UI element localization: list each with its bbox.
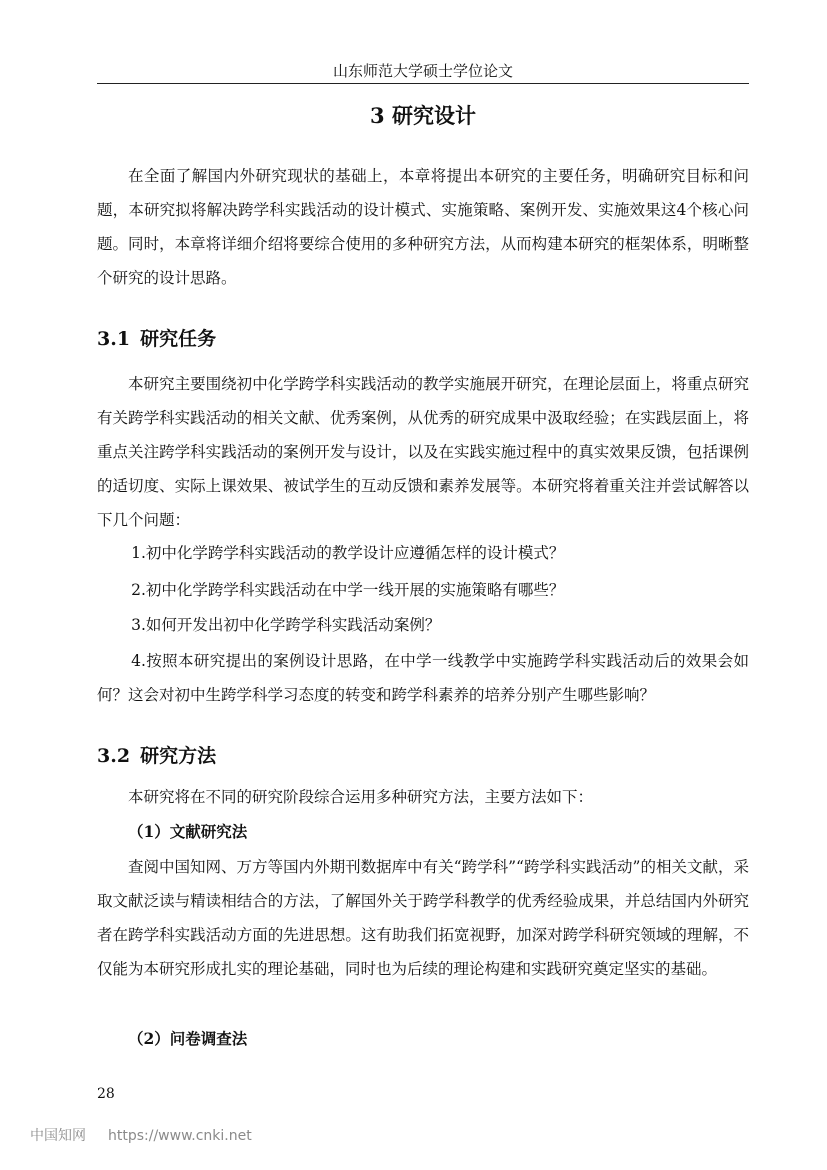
watermark-brand: 中国知网	[30, 1128, 86, 1144]
cnki-watermark	[30, 1126, 252, 1146]
chapter-intro-paragraph: 在全面了解国内外研究现状的基础上，本章将提出本研究的主要任务，明确研究目标和问题，本研究拟将解决跨学科实践活动的设计模式、实施策略、案例开发、实施效果这4个核心问题。同时，本章将详细介绍将要综合使用的多种研究方法，从而构建本研究的框架体系，明晰整个研究的设计思路。	[97, 167, 749, 287]
watermark-url: https://www.cnki.net	[108, 1128, 252, 1144]
research-question-1: 1.初中化学跨学科实践活动的教学设计应遵循怎样的设计模式？	[131, 544, 565, 562]
chapter-title: 3 研究设计	[370, 103, 476, 128]
literature-method-paragraph: 查阅中国知网、万方等国内外期刊数据库中有关“跨学科”“跨学科实践活动”的相关文献，采取文献泛读与精读相结合的方法，了解国外关于跨学科教学的优秀经验成果，并总结国内外研究者在跨学科实践活动方面的先进思想。这有助我们拓宽视野，加深对跨学科研究领域的理解，不仅能为本研究形成扎实的理论基础，同时也为后续的理论构建和实践研究奠定坚实的基础。	[97, 858, 749, 978]
page-number: 28	[97, 1086, 115, 1102]
method-heading-questionnaire: （2）问卷调查法	[128, 1029, 248, 1048]
research-task-paragraph: 本研究主要围绕初中化学跨学科实践活动的教学实施展开研究，在理论层面上，将重点研究有关跨学科实践活动的相关文献、优秀案例，从优秀的研究成果中汲取经验；在实践层面上，将重点关注跨学科实践活动的案例开发与设计，以及在实践实施过程中的真实效果反馈，包括课例的适切度、实际上课效果、被试学生的互动反馈和素养发展等。本研究将着重关注并尝试解答以下几个问题：	[97, 375, 749, 529]
research-question-3: 3.如何开发出初中化学跨学科实践活动案例？	[131, 616, 441, 634]
methods-intro-paragraph: 本研究将在不同的研究阶段综合运用多种研究方法，主要方法如下：	[128, 788, 594, 806]
section-heading-3-1	[97, 324, 216, 354]
section-heading-3-2	[97, 741, 216, 771]
running-header: 山东师范大学硕士学位论文	[332, 62, 513, 80]
header-rule	[97, 83, 749, 84]
section-number: 3.2	[97, 745, 131, 767]
research-question-4: 4.按照本研究提出的案例设计思路，在中学一线教学中实施跨学科实践活动后的效果会如何？这会对初中生跨学科学习态度的转变和跨学科素养的培养分别产生哪些影响？	[97, 652, 749, 704]
section-title: 研究方法	[140, 745, 217, 767]
section-number: 3.1	[97, 328, 131, 350]
research-question-2: 2.初中化学跨学科实践活动在中学一线开展的实施策略有哪些？	[131, 581, 565, 599]
method-heading-literature: （1）文献研究法	[128, 822, 248, 841]
section-title: 研究任务	[140, 328, 217, 350]
